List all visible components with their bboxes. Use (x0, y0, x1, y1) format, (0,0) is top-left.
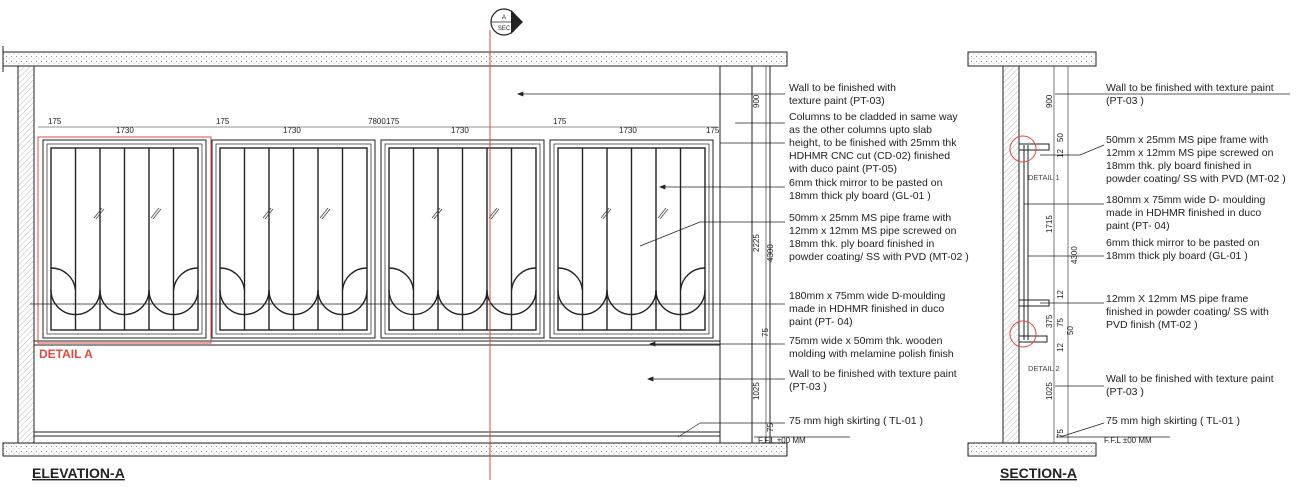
svg-text:18mm thk. ply board finished i: 18mm thk. ply board finished in (1106, 160, 1252, 172)
detail-2-label: DETAIL 2 (1028, 364, 1060, 373)
svg-text:12: 12 (1056, 343, 1065, 352)
right-column (720, 66, 770, 443)
svg-text:F.F.L ±00 MM: F.F.L ±00 MM (758, 436, 806, 445)
svg-text:1730: 1730 (283, 126, 301, 135)
section-notes (1106, 82, 1286, 427)
svg-text:F.F.L ±00 MM: F.F.L ±00 MM (1104, 436, 1152, 445)
svg-text:375: 375 (1045, 314, 1054, 328)
svg-text:12mm x 12mm MS pipe screwed on: 12mm x 12mm MS pipe screwed on (1106, 147, 1274, 159)
svg-text:Wall to be finished with textu: Wall to be finished with texture paint (1106, 373, 1274, 385)
svg-text:75 mm high skirting ( TL-01 ): 75 mm high skirting ( TL-01 ) (1106, 415, 1241, 427)
svg-text:height, to be finished with 25: height, to be finished with 25mm thk (789, 137, 957, 149)
elevation-ffl (754, 436, 850, 445)
elevation-title: ELEVATION-A (32, 465, 125, 481)
svg-text:1730: 1730 (619, 126, 637, 135)
svg-text:75: 75 (766, 423, 775, 432)
svg-text:175: 175 (48, 117, 62, 126)
svg-text:texture paint (PT-03): texture paint (PT-03) (789, 95, 885, 107)
svg-text:(PT-03 ): (PT-03 ) (1106, 95, 1144, 107)
svg-text:180mm x 75mm wide D- moulding: 180mm x 75mm wide D- moulding (1106, 194, 1266, 206)
svg-text:HDHMR CNC cut (CD-02) finished: HDHMR CNC cut (CD-02) finished (789, 150, 951, 162)
svg-text:(PT-03 ): (PT-03 ) (1106, 386, 1144, 398)
svg-text:SEC: SEC (497, 26, 511, 32)
elevation-notes (788, 82, 969, 427)
svg-text:A: A (501, 15, 507, 21)
panel-arch (558, 268, 583, 290)
svg-text:Wall to be finished with textu: Wall to be finished with texture paint (1106, 82, 1274, 94)
svg-text:as the other columns upto slab: as the other columns upto slab (789, 124, 933, 136)
svg-text:175: 175 (553, 117, 567, 126)
detail-a-label: DETAIL A (39, 347, 93, 361)
svg-text:75mm wide x 50mm thk. wooden: 75mm wide x 50mm thk. wooden (789, 335, 943, 347)
section-wall (1003, 66, 1019, 443)
svg-text:1730: 1730 (451, 126, 469, 135)
svg-text:6mm thick mirror to be pasted: 6mm thick mirror to be pasted on (789, 177, 943, 189)
panel-arch (51, 268, 76, 290)
svg-text:4300: 4300 (1070, 246, 1079, 264)
panel-arch (343, 268, 368, 290)
section-dims (1045, 94, 1079, 438)
panel-arch (681, 268, 706, 290)
svg-text:2225: 2225 (752, 234, 761, 252)
svg-text:12mm x 12mm MS pipe screwed on: 12mm x 12mm MS pipe screwed on (789, 225, 957, 237)
svg-text:Wall to be finished with: Wall to be finished with (789, 82, 896, 94)
svg-text:12: 12 (1056, 290, 1065, 299)
elevation-right-dims (752, 94, 775, 432)
svg-text:75: 75 (1056, 429, 1065, 438)
svg-text:50mm x 25mm MS pipe frame with: 50mm x 25mm MS pipe frame with (1106, 134, 1269, 146)
svg-text:12: 12 (1056, 149, 1065, 158)
svg-text:18mm thick ply board (GL-01 ): 18mm thick ply board (GL-01 ) (789, 190, 931, 202)
svg-text:75: 75 (761, 328, 770, 337)
svg-text:180mm x 75mm wide D-moulding: 180mm x 75mm wide D-moulding (789, 290, 946, 302)
svg-text:paint (PT- 04): paint (PT- 04) (789, 316, 853, 328)
svg-text:75 mm high skirting ( TL-01 ): 75 mm high skirting ( TL-01 ) (789, 415, 924, 427)
svg-text:made in HDHMR finished in duco: made in HDHMR finished in duco (1106, 207, 1262, 219)
svg-text:Columns to be cladded in same: Columns to be cladded in same way (789, 111, 958, 123)
svg-text:powder coating/ SS with PVD (M: powder coating/ SS with PVD (MT-02 ) (789, 251, 969, 263)
top-slab (3, 52, 787, 66)
svg-text:powder coating/ SS with PVD (M: powder coating/ SS with PVD (MT-02 ) (1106, 173, 1286, 185)
svg-text:1025: 1025 (1045, 382, 1054, 400)
panel-arch (389, 268, 414, 290)
svg-text:1025: 1025 (752, 382, 761, 400)
elevation-view (3, 46, 787, 456)
svg-text:made in HDHMR finished in duco: made in HDHMR finished in duco (789, 303, 945, 315)
mirror-panels (43, 140, 713, 338)
svg-text:4300: 4300 (766, 244, 775, 262)
detail-1-label: DETAIL 1 (1028, 173, 1060, 182)
panel-arch (220, 268, 245, 290)
svg-text:50: 50 (1066, 326, 1075, 335)
svg-text:900: 900 (1045, 94, 1054, 108)
svg-text:(PT-03 ): (PT-03 ) (789, 381, 827, 393)
section-marker (491, 9, 523, 35)
left-wall (18, 66, 34, 443)
section-title: SECTION-A (1000, 465, 1077, 481)
svg-text:1730: 1730 (116, 126, 134, 135)
floor-slab (3, 443, 787, 456)
svg-text:50: 50 (1056, 133, 1065, 142)
svg-text:1715: 1715 (1045, 215, 1054, 233)
svg-text:175: 175 (386, 117, 400, 126)
svg-text:Wall to be finished with textu: Wall to be finished with texture paint (789, 368, 957, 380)
svg-text:50mm x 25mm MS pipe frame with: 50mm x 25mm MS pipe frame with (789, 212, 952, 224)
svg-text:PVD finish (MT-02 ): PVD finish (MT-02 ) (1106, 319, 1198, 331)
svg-text:paint (PT- 04): paint (PT- 04) (1106, 220, 1170, 232)
svg-text:7800: 7800 (368, 117, 386, 126)
svg-text:18mm thick ply board (GL-01 ): 18mm thick ply board (GL-01 ) (1106, 250, 1248, 262)
svg-text:molding with melamine polish f: molding with melamine polish finish (789, 348, 954, 360)
svg-text:175: 175 (706, 126, 720, 135)
svg-text:18mm thk. ply board finished i: 18mm thk. ply board finished in (789, 238, 935, 250)
svg-text:6mm thick mirror to be pasted: 6mm thick mirror to be pasted on (1106, 237, 1260, 249)
svg-text:with duco paint (PT-05): with duco paint (PT-05) (789, 163, 897, 175)
panel-arch (512, 268, 537, 290)
svg-text:finished in powder coating/ SS: finished in powder coating/ SS with (1106, 306, 1269, 318)
svg-text:175: 175 (216, 117, 230, 126)
svg-text:12mm X 12mm MS pipe frame: 12mm X 12mm MS pipe frame (1106, 293, 1249, 305)
svg-text:75: 75 (1056, 318, 1065, 327)
panel-arch (174, 268, 199, 290)
svg-text:900: 900 (752, 94, 761, 108)
elevation-top-dims (48, 117, 720, 135)
